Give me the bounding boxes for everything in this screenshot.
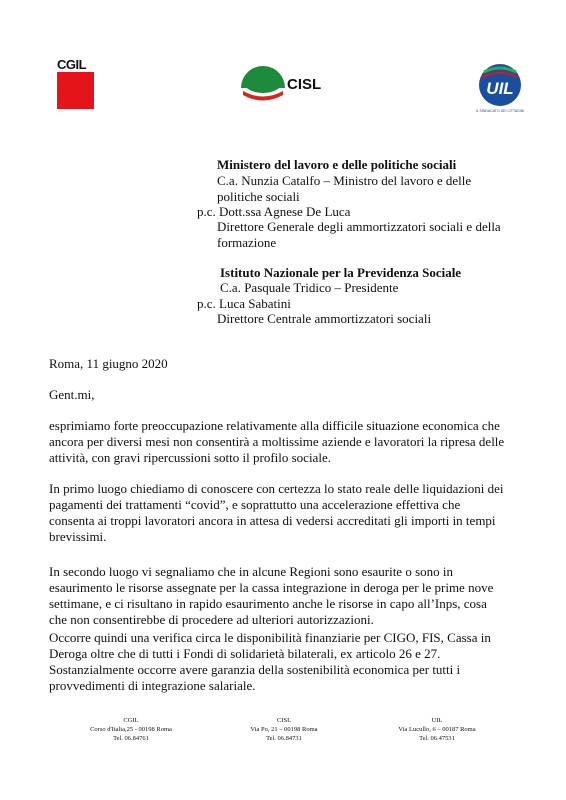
paragraph-line: consenta ai troppi lavoratori ancora in attesa di vedersi accreditati gli importi in tempi <box>49 513 496 528</box>
paragraph-line: provvedimenti di integrazione salariale. <box>49 678 256 693</box>
footer-cisl <box>219 716 349 743</box>
recipient-1-line: formazione <box>217 235 277 250</box>
paragraph-line: settimane, e ci risultano in rapido esaurimento anche le risorse in capo all’Inps, cosa <box>49 596 487 611</box>
paragraph-3 <box>49 564 515 628</box>
cgil-logo <box>57 58 95 109</box>
cgil-logo-text: CGIL <box>57 57 87 72</box>
letter-greeting: Gent.mi, <box>49 387 95 402</box>
paragraph-line: brevissimi. <box>49 529 107 544</box>
footer-org-name: UIL <box>431 717 443 724</box>
paragraph-line: attività, con gravi ripercussioni sotto il profilo sociale. <box>49 450 331 465</box>
footer-org-name: CGIL <box>123 717 139 724</box>
uil-logo <box>470 62 530 118</box>
recipient-2-line: C.a. Pasquale Tridico – Presidente <box>220 280 399 295</box>
cgil-logo-square <box>57 72 94 109</box>
paragraph-line: In primo luogo chiediamo di conoscere con certezza lo stato reale delle liquidazioni dei <box>49 481 504 496</box>
recipient-1-cc: p.c. Dott.ssa Agnese De Luca <box>197 204 351 219</box>
recipient-2-cc: p.c. Luca Sabatini <box>197 296 291 311</box>
footer-phone: Tel. 06.47531 <box>419 735 455 742</box>
footer-phone: Tel. 06.84731 <box>266 735 302 742</box>
paragraph-line: Occorre quindi una verifica circa le disponibilità finanziarie per CIGO, FIS, Cassa in <box>49 630 491 645</box>
recipient-1-line: politiche sociali <box>217 189 300 204</box>
paragraph-line: che non consentirebbe di procedere ad ulteriori autorizzazioni. <box>49 612 374 627</box>
paragraph-line: esprimiamo forte preoccupazione relativamente alla difficile situazione economica che <box>49 418 500 433</box>
recipient-2-line: Direttore Centrale ammortizzatori sociali <box>217 311 432 326</box>
paragraph-line: esaurimento le risorse assegnate per la cassa integrazione in deroga per le prime nove <box>49 580 494 595</box>
recipient-1-line: Direttore Generale degli ammortizzatori sociali e della <box>217 219 501 234</box>
footer-org-name: CISL <box>276 717 292 724</box>
footer-uil <box>372 716 502 743</box>
uil-caption: IL SINDACATO DEI CITTADINI <box>475 109 525 113</box>
cisl-emblem-icon <box>239 58 287 106</box>
letter-date: Roma, 11 giugno 2020 <box>49 356 168 371</box>
uil-logo-text: UIL <box>486 79 514 98</box>
paragraph-line: ancora per diversi mesi non consentirà a moltissime aziende e lavoratori la ripresa delle <box>49 434 505 449</box>
recipient-1-line: C.a. Nunzia Catalfo – Ministro del lavoro e delle <box>217 173 472 188</box>
paragraph-line: Deroga oltre che di tutti i Fondi di solidarietà bilaterali, ex articolo 26 e 27. <box>49 646 441 661</box>
paragraph-2 <box>49 481 515 545</box>
paragraph-4 <box>49 630 515 694</box>
paragraph-line: In secondo luogo vi segnaliamo che in alcune Regioni sono esaurite o sono in <box>49 564 453 579</box>
paragraph-line: Sostanzialmente occorre avere garanzia della sostenibilità economica per tutti i <box>49 662 461 677</box>
footer-address: Corso d'Italia,25 - 00198 Roma <box>90 726 172 733</box>
footer-address: Via Po, 21 – 00198 Roma <box>250 726 318 733</box>
footer-address: Via Lucullo, 6 – 00187 Roma <box>398 726 476 733</box>
paragraph-line: pagamenti dei trattamenti “covid”, e soprattutto una accelerazione effettiva che <box>49 497 461 512</box>
cisl-logo <box>239 58 334 106</box>
paragraph-1 <box>49 418 515 466</box>
footer-cgil <box>66 716 196 743</box>
footer-phone: Tel. 06.84761 <box>113 735 149 742</box>
recipient-2-name: Istituto Nazionale per la Previdenza Sociale <box>220 265 462 280</box>
uil-emblem-icon <box>470 62 530 108</box>
recipient-1-name: Ministero del lavoro e delle politiche sociali <box>217 157 457 172</box>
cisl-logo-text: CISL <box>287 76 322 93</box>
